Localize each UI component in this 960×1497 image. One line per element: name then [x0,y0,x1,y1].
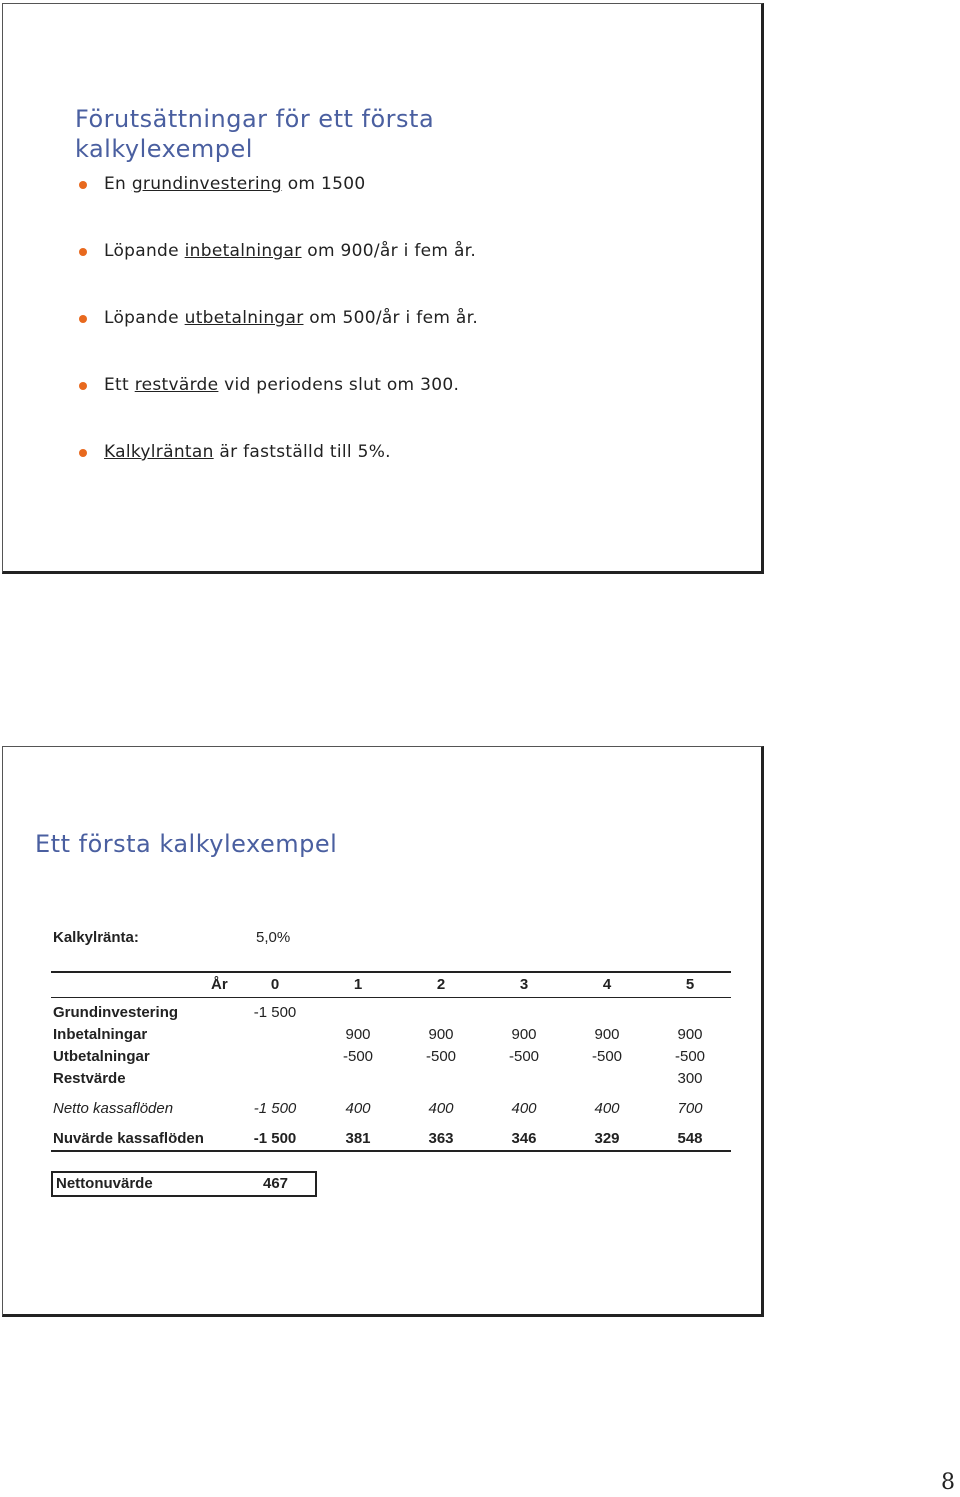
bullet-list [79,170,478,505]
nettonuvarde-label: Nettonuvärde [56,1175,153,1192]
year-header-label: År [211,976,228,993]
nuvarde-row: Nuvärde kassaflöden -1 500 381 363 346 329 548 [51,1128,731,1152]
bullet-item: Löpande inbetalningar om 900/år i fem år. [79,237,478,304]
bullet-item: Ett restvärde vid periodens slut om 300. [79,371,478,438]
slide-1-title: Förutsättningar för ett första kalkylexempel [75,105,435,163]
term: grundinvestering [131,174,283,194]
bullet-dot-icon [79,248,87,256]
table-header [51,971,731,998]
row-label: Utbetalningar [53,1048,150,1065]
term: Kalkylräntan [104,442,214,462]
bullet-dot-icon [79,449,87,457]
table-row: Grundinvestering -1 500 [51,1002,731,1024]
cashflow-table [51,971,731,1152]
year-cell: 4 [602,976,612,993]
table-row: Utbetalningar -500 -500 -500 -500 -500 [51,1046,731,1068]
slide-2-title: Ett första kalkylexempel [35,830,338,858]
term: inbetalningar [184,241,302,261]
rate-value: 5,0% [256,929,291,946]
slide-1 [2,3,764,574]
table-row: Inbetalningar 900 900 900 900 900 [51,1024,731,1046]
term: utbetalningar [184,308,304,328]
year-cell: 0 [270,976,280,993]
table-row: Restvärde 300 [51,1068,731,1090]
year-cell: 1 [353,976,363,993]
rate-label: Kalkylränta: [53,929,139,946]
netto-row: Netto kassaflöden -1 500 400 400 400 400 700 [51,1098,731,1120]
nettonuvarde-value: 467 [263,1175,289,1192]
bullet-dot-icon [79,315,87,323]
year-cell: 2 [436,976,446,993]
bullet-dot-icon [79,382,87,390]
term: restvärde [134,375,219,395]
bullet-item: En grundinvestering om 1500 [79,170,478,237]
row-label: Inbetalningar [53,1026,148,1043]
slide-2 [2,746,764,1317]
row-label: Netto kassaflöden [53,1100,174,1117]
row-label: Nuvärde kassaflöden [53,1130,204,1147]
bullet-item: Löpande utbetalningar om 500/år i fem år. [79,304,478,371]
bullet-dot-icon [79,181,87,189]
nettonuvarde-box [51,1171,317,1197]
year-cell: 5 [685,976,695,993]
year-cell: 3 [519,976,529,993]
page-number: 8 [941,1470,955,1495]
row-label: Grundinvestering [53,1004,179,1021]
row-label: Restvärde [53,1070,126,1087]
bullet-item: Kalkylräntan är fastställd till 5%. [79,438,478,505]
